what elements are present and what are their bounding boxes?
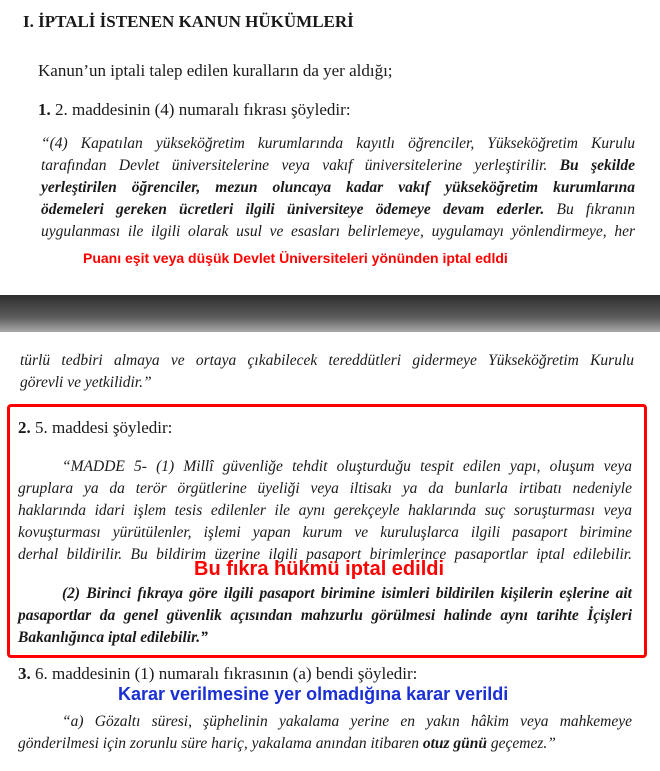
section-heading: I. İPTALİ İSTENEN KANUN HÜKÜMLERİ — [23, 12, 354, 31]
annotation-red-1: Puanı eşit veya düşük Devlet Üniversiteleri yönünden iptal edldi — [83, 250, 508, 266]
quote-line: Bakanlığınca iptal edilebilir.” — [18, 629, 208, 646]
quote-line: uygulanması ile ilgili olarak usul ve esasları belirlemeye, uygulamayı yönlendirmeye, her — [41, 223, 635, 240]
item-text: 5. maddesi şöyledir: — [35, 418, 173, 437]
quote-madde5-1 — [18, 456, 632, 566]
quote-madde2-end — [20, 350, 634, 394]
quote-line: gruplara ya da terör örgütlerine üyeliği veya iltisakı ya da bunlarla irtibatı nedeniyle — [18, 480, 632, 497]
item-2 — [18, 418, 172, 438]
annotation-red-2: Bu fıkra hükmü iptal edildi — [194, 558, 445, 580]
quote-line: pasaportlar da genel güvenlik açısından mahzurlu görülmesi halinde aynı tarihte İçişleri — [18, 607, 632, 624]
quote-bold-text: Bu şekilde — [559, 157, 635, 174]
quote-madde6 — [18, 711, 632, 755]
quote-text: geçemez.” — [487, 735, 556, 752]
quote-text: Bu fıkranın — [544, 201, 635, 218]
quote-bold-text: ödemeleri gereken ücretleri ilgili üniversiteye ödemeye devam ederler. — [41, 201, 545, 218]
quote-text: tarafından Devlet üniversitelerine veya vakıf üniversitelerine yerleştirilir. — [41, 157, 560, 174]
item-1 — [38, 100, 351, 120]
item-number: 1. — [38, 100, 51, 119]
quote-line: görevli ve yetkilidir.” — [20, 374, 152, 391]
quote-line: kovuşturması yürütülenler, işlemi yapan kurum ve kuruluşlarca ilgili pasaport birimine — [18, 524, 632, 541]
quote-line: türlü tedbiri almaya ve ortaya çıkabilecek tereddütleri gidermeye Yükseköğretim Kurulu — [20, 352, 634, 369]
item-3 — [18, 664, 417, 684]
quote-line: “(4) Kapatılan yükseköğretim kurumlarında kayıtlı öğrenciler, Yükseköğretim Kurulu — [41, 135, 635, 152]
quote-line — [41, 199, 635, 221]
item-text: 2. maddesinin (4) numaralı fıkrası şöyledir: — [55, 100, 351, 119]
quote-bold-text: otuz günü — [422, 735, 488, 752]
quote-line: derhal bildirilir. Bu bildirim üzerine ilgili pasaport birimlerince pasaportlar iptal edilebilir. — [18, 546, 632, 563]
item-number: 3. — [18, 664, 31, 683]
item-text: 6. maddesinin (1) numaralı fıkrasının (a) bendi şöyledir: — [35, 664, 418, 683]
quote-madde2 — [41, 133, 635, 243]
intro-text: Kanun’un iptali talep edilen kuralların da yer aldığı; — [38, 61, 393, 80]
annotation-blue: Karar verilmesine yer olmadığına karar verildi — [118, 684, 509, 704]
item-number: 2. — [18, 418, 31, 437]
quote-line — [18, 733, 632, 755]
quote-line — [41, 155, 635, 177]
page-separator — [0, 295, 660, 332]
quote-line: “a) Gözaltı süresi, şüphelinin yakalama yerine en yakın hâkim veya mahkemeye — [62, 713, 632, 730]
quote-text: gönderilmesi için zorunlu süre hariç, yakalama anından itibaren — [18, 735, 423, 752]
quote-line: haklarında idari işlem tesis edilenler ile aynı gerekçeyle haklarında suç soruşturması veya — [18, 502, 632, 519]
quote-line: yerleştirilen öğrenciler, mezun oluncaya kadar vakıf yükseköğretim kurumlarına — [41, 179, 635, 196]
quote-madde5-2 — [18, 583, 632, 649]
quote-line: “MADDE 5- (1) Millî güvenliğe tehdit oluşturduğu tespit edilen yapı, oluşum veya — [62, 458, 632, 475]
quote-line: (2) Birinci fıkraya göre ilgili pasaport birimine isimleri bildirilen kişilerin eşlerine ait — [62, 585, 632, 602]
